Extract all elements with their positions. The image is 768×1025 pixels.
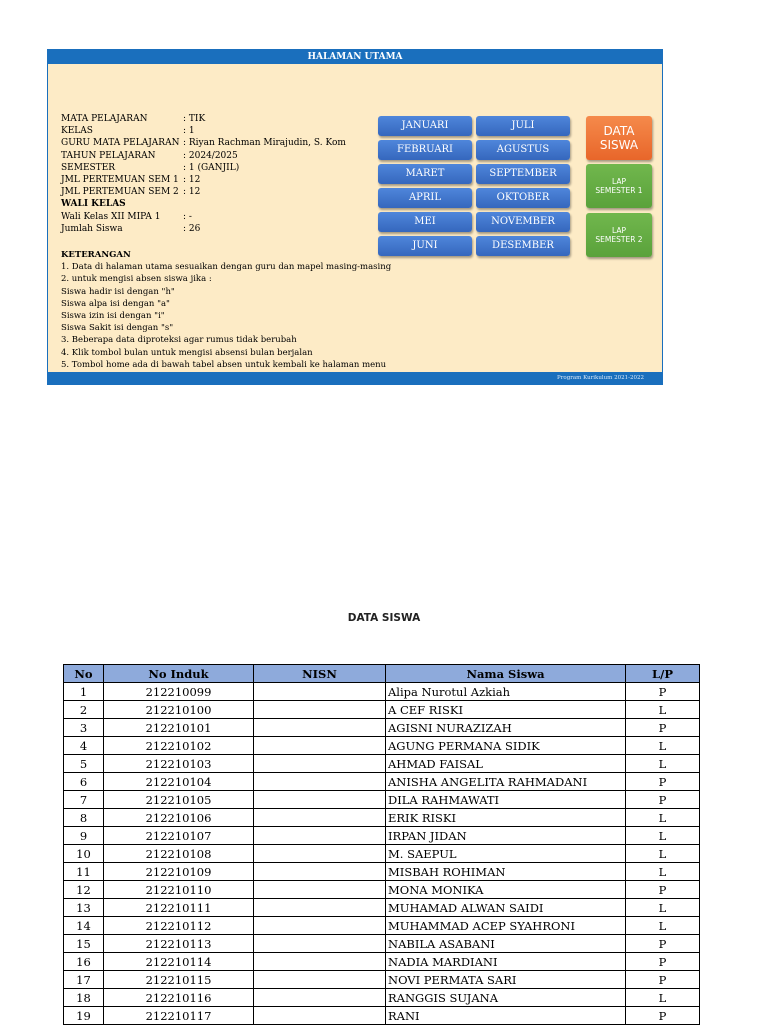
panel-footer: Program Kurikulum 2021-2022: [48, 372, 662, 384]
table-cell: [254, 1007, 386, 1025]
table-cell: L: [626, 917, 700, 935]
table-header-row: [64, 665, 700, 683]
info-value: : TIK: [183, 114, 206, 124]
table-cell: 212210108: [104, 845, 254, 863]
month-button-november[interactable]: NOVEMBER: [476, 212, 570, 232]
main-menu-panel: [47, 49, 663, 385]
lap2-label-1: LAP: [611, 226, 626, 235]
info-value: : 1: [183, 126, 195, 137]
table-row: [64, 899, 700, 917]
table-cell: P: [626, 971, 700, 989]
table-cell: 212210113: [104, 935, 254, 953]
info-value: : Riyan Rachman Mirajudin, S. Kom: [183, 138, 346, 149]
table-cell: [254, 971, 386, 989]
table-row: [64, 881, 700, 899]
table-cell: 212210114: [104, 953, 254, 971]
month-button-desember[interactable]: DESEMBER: [476, 236, 570, 256]
lap-semester-1-button[interactable]: [586, 164, 652, 208]
table-cell: [254, 737, 386, 755]
table-row: [64, 971, 700, 989]
table-cell: 18: [64, 989, 104, 1007]
table-cell: P: [626, 791, 700, 809]
table-cell: 212210105: [104, 791, 254, 809]
month-button-april[interactable]: APRIL: [378, 188, 472, 208]
note-line: 1. Data di halaman utama sesuaikan dengan guru dan mapel masing-masing: [61, 262, 392, 273]
table-cell: 4: [64, 737, 104, 755]
month-button-oktober[interactable]: OKTOBER: [476, 188, 570, 208]
table-cell: P: [626, 719, 700, 737]
table-cell: 5: [64, 755, 104, 773]
table-cell: RANI: [386, 1007, 626, 1025]
info-value: : 1 (GANJIL): [183, 162, 240, 173]
table-cell: 14: [64, 917, 104, 935]
table-cell: [254, 989, 386, 1007]
table-row: [64, 953, 700, 971]
table-cell: P: [626, 773, 700, 791]
notes-heading: KETERANGAN: [61, 250, 131, 260]
table-cell: [254, 773, 386, 791]
table-cell: L: [626, 755, 700, 773]
table-cell: 212210112: [104, 917, 254, 935]
table-cell: P: [626, 953, 700, 971]
table-cell: [254, 701, 386, 719]
table-row: [64, 917, 700, 935]
table-cell: NABILA ASABANI: [386, 935, 626, 953]
data-siswa-button[interactable]: [586, 116, 652, 160]
table-cell: 212210106: [104, 809, 254, 827]
table-cell: 9: [64, 827, 104, 845]
table-cell: AGISNI NURAZIZAH: [386, 719, 626, 737]
info-value: : 26: [183, 223, 201, 234]
info-label: MATA PELAJARAN: [61, 114, 148, 124]
table-cell: 15: [64, 935, 104, 953]
table-cell: IRPAN JIDAN: [386, 827, 626, 845]
table-cell: 8: [64, 809, 104, 827]
column-header: L/P: [626, 665, 700, 683]
column-header: Nama Siswa: [386, 665, 626, 683]
note-line: Siswa hadir isi dengan "h": [61, 286, 175, 297]
info-label: GURU MATA PELAJARAN: [61, 138, 180, 149]
table-cell: 212210103: [104, 755, 254, 773]
table-row: [64, 935, 700, 953]
month-button-maret[interactable]: MARET: [378, 164, 472, 184]
panel-title: HALAMAN UTAMA: [48, 50, 662, 64]
table-cell: P: [626, 683, 700, 701]
info-value: : 12: [183, 174, 201, 185]
table-cell: 212210100: [104, 701, 254, 719]
table-cell: MUHAMAD ALWAN SAIDI: [386, 899, 626, 917]
table-cell: 19: [64, 1007, 104, 1025]
table-cell: L: [626, 827, 700, 845]
note-line: Siswa izin isi dengan "i": [61, 310, 165, 321]
table-row: [64, 701, 700, 719]
table-cell: 212210110: [104, 881, 254, 899]
table-cell: P: [626, 935, 700, 953]
table-row: [64, 989, 700, 1007]
table-cell: 212210104: [104, 773, 254, 791]
table-row: [64, 773, 700, 791]
table-cell: 11: [64, 863, 104, 881]
table-cell: 12: [64, 881, 104, 899]
table-row: [64, 863, 700, 881]
info-label: SEMESTER: [61, 162, 116, 173]
info-value: : 12: [183, 187, 201, 198]
table-cell: 212210101: [104, 719, 254, 737]
table-cell: 2: [64, 701, 104, 719]
student-table: [63, 664, 700, 1025]
lap1-label-1: LAP: [611, 177, 626, 186]
table-cell: 212210117: [104, 1007, 254, 1025]
month-button-januari[interactable]: JANUARI: [378, 116, 472, 136]
table-cell: MISBAH ROHIMAN: [386, 863, 626, 881]
table-cell: M. SAEPUL: [386, 845, 626, 863]
table-cell: [254, 881, 386, 899]
table-row: [64, 755, 700, 773]
table-cell: L: [626, 863, 700, 881]
table-row: [64, 1007, 700, 1025]
section-title: DATA SISWA: [347, 612, 421, 624]
table-cell: ERIK RISKI: [386, 809, 626, 827]
table-cell: [254, 791, 386, 809]
table-cell: 212210107: [104, 827, 254, 845]
table-cell: NADIA MARDIANI: [386, 953, 626, 971]
table-body: [64, 683, 700, 1025]
notes-block: [61, 249, 391, 371]
table-cell: [254, 863, 386, 881]
table-cell: 212210115: [104, 971, 254, 989]
info-label: Wali Kelas XII MIPA 1: [61, 211, 161, 222]
table-cell: L: [626, 989, 700, 1007]
table-cell: [254, 827, 386, 845]
note-line: 5. Tombol home ada di bawah tabel absen untuk kembali ke halaman menu: [61, 359, 387, 370]
note-line: 3. Beberapa data diproteksi agar rumus tidak berubah: [61, 335, 297, 346]
table-cell: L: [626, 845, 700, 863]
table-cell: [254, 917, 386, 935]
month-button-mei[interactable]: MEI: [378, 212, 472, 232]
table-cell: P: [626, 1007, 700, 1025]
table-cell: 212210109: [104, 863, 254, 881]
info-value: : -: [183, 211, 192, 222]
table-cell: A CEF RISKI: [386, 701, 626, 719]
table-cell: 7: [64, 791, 104, 809]
note-line: Siswa Sakit isi dengan "s": [61, 323, 174, 334]
table-cell: [254, 899, 386, 917]
month-button-juni[interactable]: JUNI: [378, 236, 472, 256]
table-cell: 212210099: [104, 683, 254, 701]
table-row: [64, 719, 700, 737]
table-cell: L: [626, 737, 700, 755]
table-cell: [254, 953, 386, 971]
note-line: 2. untuk mengisi absen siswa jika :: [61, 274, 212, 285]
table-row: [64, 791, 700, 809]
column-header: No: [64, 665, 104, 683]
table-cell: MUHAMMAD ACEP SYAHRONI: [386, 917, 626, 935]
table-cell: [254, 719, 386, 737]
table-cell: AGUNG PERMANA SIDIK: [386, 737, 626, 755]
data-siswa-label-2: SISWA: [599, 138, 639, 152]
table-cell: 212210102: [104, 737, 254, 755]
note-line: 4. Klik tombol bulan untuk mengisi absensi bulan berjalan: [61, 347, 313, 358]
table-cell: 16: [64, 953, 104, 971]
table-cell: 10: [64, 845, 104, 863]
table-cell: ANISHA ANGELITA RAHMADANI: [386, 773, 626, 791]
table-row: [64, 809, 700, 827]
table-row: [64, 827, 700, 845]
table-cell: AHMAD FAISAL: [386, 755, 626, 773]
table-cell: 6: [64, 773, 104, 791]
info-label: KELAS: [61, 126, 93, 137]
month-button-september[interactable]: SEPTEMBER: [476, 164, 570, 184]
table-cell: Alipa Nurotul Azkiah: [386, 683, 626, 701]
lap1-label-2: SEMESTER 1: [595, 186, 643, 195]
table-cell: 212210116: [104, 989, 254, 1007]
month-button-agustus[interactable]: AGUSTUS: [476, 140, 570, 160]
table-row: [64, 737, 700, 755]
info-label: JML PERTEMUAN SEM 1: [61, 174, 179, 185]
info-label: Jumlah Siswa: [61, 223, 123, 234]
table-cell: NOVI PERMATA SARI: [386, 971, 626, 989]
table-row: [64, 683, 700, 701]
info-label: TAHUN PELAJARAN: [61, 150, 156, 161]
month-button-februari[interactable]: FEBRUARI: [378, 140, 472, 160]
table-cell: 3: [64, 719, 104, 737]
table-cell: [254, 845, 386, 863]
lap-semester-2-button[interactable]: [586, 213, 652, 257]
table-cell: L: [626, 899, 700, 917]
note-line: Siswa alpa isi dengan "a": [61, 298, 170, 309]
info-label: WALI KELAS: [61, 199, 126, 210]
info-label: JML PERTEMUAN SEM 2: [61, 187, 179, 198]
table-cell: [254, 935, 386, 953]
column-header: NISN: [254, 665, 386, 683]
info-value: : 2024/2025: [183, 150, 238, 161]
table-cell: RANGGIS SUJANA: [386, 989, 626, 1007]
table-cell: L: [626, 701, 700, 719]
data-siswa-label-1: DATA: [603, 124, 635, 138]
column-header: No Induk: [104, 665, 254, 683]
table-cell: 212210111: [104, 899, 254, 917]
table-cell: [254, 683, 386, 701]
table-cell: 13: [64, 899, 104, 917]
table-cell: [254, 809, 386, 827]
table-cell: [254, 755, 386, 773]
lap2-label-2: SEMESTER 2: [595, 235, 643, 244]
month-button-juli[interactable]: JULI: [476, 116, 570, 136]
table-cell: L: [626, 809, 700, 827]
table-cell: MONA MONIKA: [386, 881, 626, 899]
table-cell: 17: [64, 971, 104, 989]
table-cell: P: [626, 881, 700, 899]
table-cell: 1: [64, 683, 104, 701]
table-row: [64, 845, 700, 863]
table-cell: DILA RAHMAWATI: [386, 791, 626, 809]
